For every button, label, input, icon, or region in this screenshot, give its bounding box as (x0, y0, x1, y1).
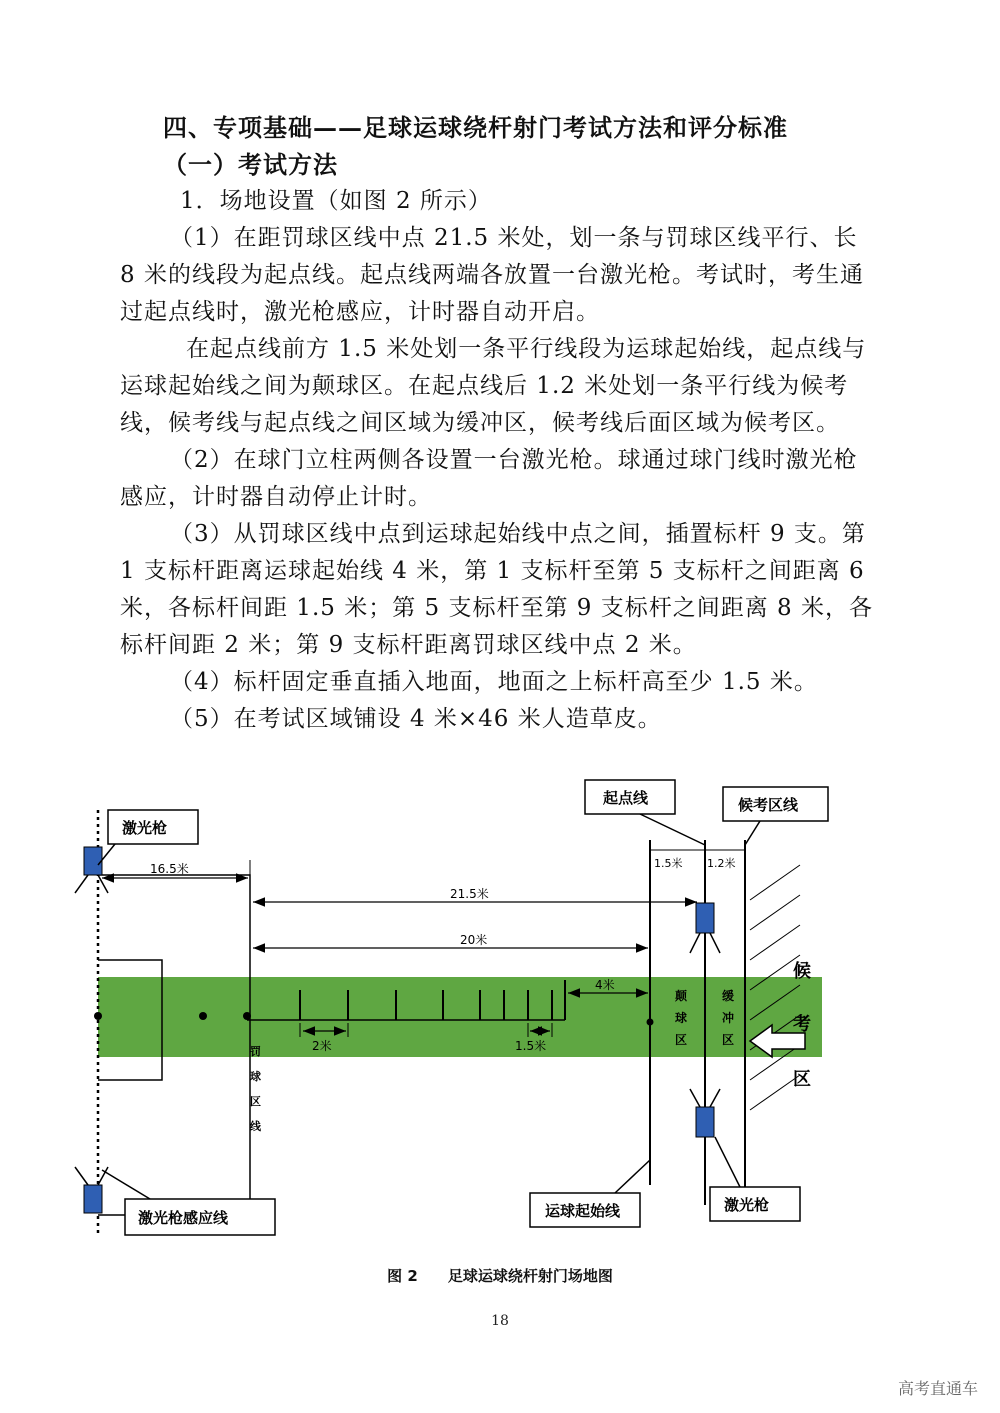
watermark: 高考直通车 (897, 1379, 978, 1398)
label-laser-bottom: 激光枪 (724, 1196, 770, 1214)
figure-caption: 图 2 足球运球绕杆射门场地图 (387, 1267, 613, 1285)
paragraph-6: （4）标杆固定垂直插入地面，地面之上标杆高至少 1.5 米。 (170, 669, 818, 695)
body-text (120, 183, 880, 738)
wait-zone-char-2: 考 (793, 1014, 811, 1035)
paragraph-2: （1）在距罚球区线中点 21.5 米处，划一条与罚球区线平行、长 8 米的线段为起点线。起点线两端各放置一台激光枪。考试时，考生通过起点线时，激光枪感应，计时器自动开启。 (120, 225, 864, 325)
label-2m: 2米 (312, 1039, 332, 1053)
label-wait-line: 候考区线 (738, 796, 799, 814)
label-21-5: 21.5米 (450, 887, 489, 901)
wait-zone-char-3: 区 (793, 1069, 811, 1090)
penalty-line-midpoint (243, 1012, 251, 1020)
paragraph-4: （2）在球门立柱两侧各设置一台激光枪。球通过球门线时激光枪感应，计时器自动停止计时。 (120, 447, 858, 510)
buffer-zone-char-2: 冲 (722, 1011, 735, 1025)
penalty-line-char-2: 球 (250, 1070, 261, 1083)
buffer-zone-char-1: 缓 (722, 989, 735, 1003)
laser-gun-icon (696, 903, 714, 933)
label-1-5m: 1.5米 (515, 1039, 547, 1053)
juggle-zone-char-2: 球 (675, 1011, 688, 1025)
section-heading: 四、专项基础——足球运球绕杆射门考试方法和评分标准 (163, 113, 788, 142)
label-sensor-line: 激光枪感应线 (138, 1209, 229, 1227)
laser-gun-icon (84, 1185, 102, 1213)
paragraph-7: （5）在考试区域铺设 4 米×46 米人造草皮。 (170, 706, 662, 732)
penalty-spot (199, 1012, 207, 1020)
label-1-5-top: 1.5米 (654, 857, 683, 870)
paragraph-5: （3）从罚球区线中点到运球起始线中点之间，插置标杆 9 支。第 1 支标杆距离运球起始线 4 米，第 1 支标杆至第 5 支标杆之间距离 6 米，各标杆间距 1.5 米；第 5 支标杆至第 9 支标杆之间距离 8 米，各标杆间距 2 米；第 9 支标杆距离罚球区线中点 2 米。 (120, 521, 873, 658)
label-4m: 4米 (595, 978, 615, 992)
goal-center-dot (94, 1012, 102, 1020)
penalty-line-char-3: 区 (250, 1095, 261, 1108)
penalty-line-char-4: 线 (250, 1120, 261, 1133)
penalty-line-char-1: 罚 (250, 1045, 261, 1058)
laser-gun-icon (696, 1107, 714, 1137)
paragraph-3: 在起点线前方 1.5 米处划一条平行线段为运球起始线，起点线与运球起始线之间为颠球区。在起点线后 1.2 米处划一条平行线为候考线，候考线与起点线之间区域为缓冲区，候考线后面区域为候考区。 (120, 336, 867, 436)
buffer-zone-char-3: 区 (722, 1033, 735, 1047)
label-16-5: 16.5米 (150, 862, 189, 876)
label-20: 20米 (460, 933, 488, 947)
label-start-line: 起点线 (603, 789, 649, 807)
label-laser-top: 激光枪 (122, 819, 168, 837)
subsection-heading: （一）考试方法 (163, 150, 338, 179)
page-number: 18 (491, 1313, 509, 1329)
wait-zone-char-1: 候 (793, 961, 811, 982)
laser-gun-icon (84, 847, 102, 875)
juggle-zone-char-1: 颠 (675, 989, 688, 1003)
label-1-2-top: 1.2米 (707, 857, 736, 870)
juggle-zone-char-3: 区 (675, 1033, 688, 1047)
label-dribble-line: 运球起始线 (545, 1202, 621, 1220)
field-diagram (60, 775, 920, 1255)
paragraph-1: 1．场地设置（如图 2 所示） (180, 188, 492, 214)
